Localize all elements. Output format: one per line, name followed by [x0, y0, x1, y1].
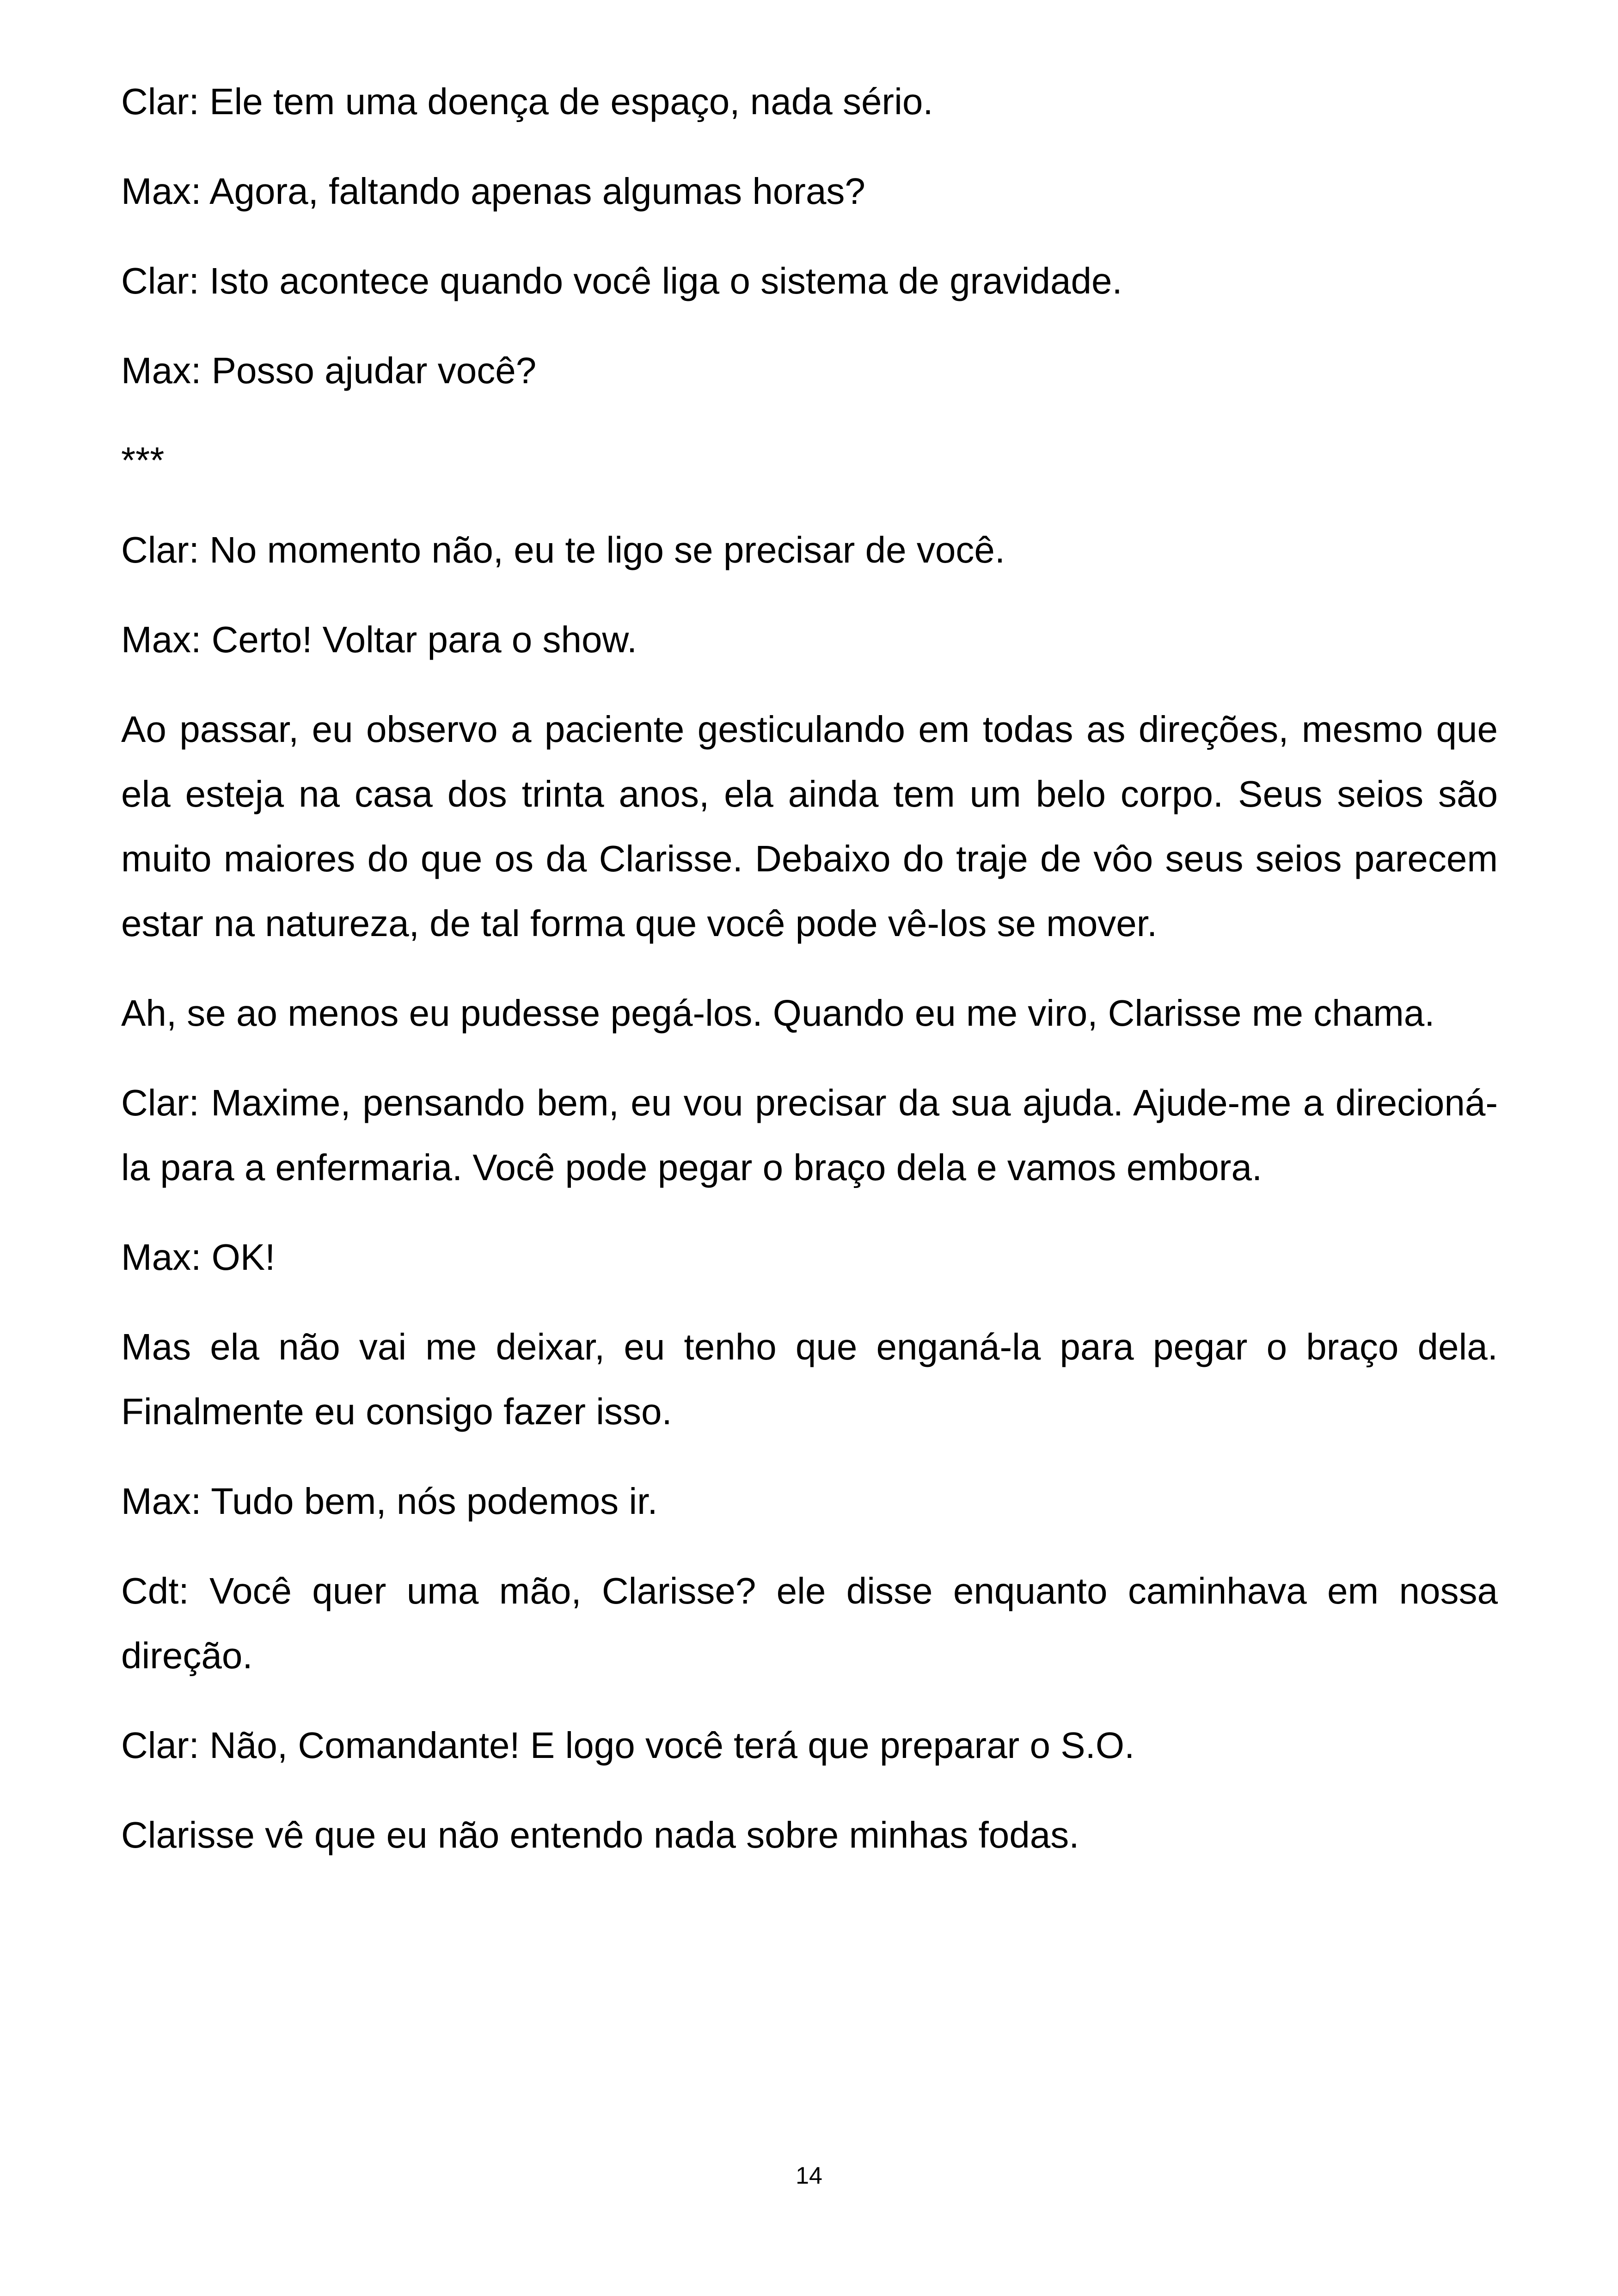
paragraph: Clar: Maxime, pensando bem, eu vou precisar da sua ajuda. Ajude-me a direcioná-la para a enfermaria. Você pode pegar o braço dela e vamos embora.	[121, 1082, 1498, 1188]
paragraph: Clar: Ele tem uma doença de espaço, nada sério.	[121, 81, 933, 122]
paragraph: Clar: Não, Comandante! E logo você terá que preparar o S.O.	[121, 1725, 1135, 1766]
paragraph: Max: Tudo bem, nós podemos ir.	[121, 1481, 658, 1522]
scene-break: ***	[121, 440, 165, 481]
paragraph: Ah, se ao menos eu pudesse pegá-los. Quando eu me viro, Clarisse me chama.	[121, 992, 1435, 1034]
page-body-text	[121, 69, 1498, 1892]
paragraph: Max: OK!	[121, 1237, 276, 1278]
paragraph: Max: Certo! Voltar para o show.	[121, 619, 637, 660]
paragraph: Ao passar, eu observo a paciente gesticulando em todas as direções, mesmo que ela esteja na casa dos trinta anos, ela ainda tem um belo corpo. Seus seios são muito maiores do que os da Clarisse. Debaixo do traje de vôo seus seios parecem estar na natureza, de tal forma que você pode vê-los se mover.	[121, 709, 1498, 944]
paragraph: Clar: No momento não, eu te ligo se precisar de você.	[121, 529, 1005, 570]
paragraph: Cdt: Você quer uma mão, Clarisse? ele disse enquanto caminhava em nossa direção.	[121, 1570, 1498, 1676]
paragraph: Clarisse vê que eu não entendo nada sobre minhas fodas.	[121, 1814, 1079, 1855]
paragraph: Max: Agora, faltando apenas algumas horas?	[121, 171, 865, 212]
paragraph: Max: Posso ajudar você?	[121, 350, 537, 391]
paragraph: Mas ela não vai me deixar, eu tenho que enganá-la para pegar o braço dela. Finalmente eu consigo fazer isso.	[121, 1326, 1498, 1432]
page-number: 14	[796, 2162, 822, 2189]
paragraph: Clar: Isto acontece quando você liga o sistema de gravidade.	[121, 260, 1122, 301]
